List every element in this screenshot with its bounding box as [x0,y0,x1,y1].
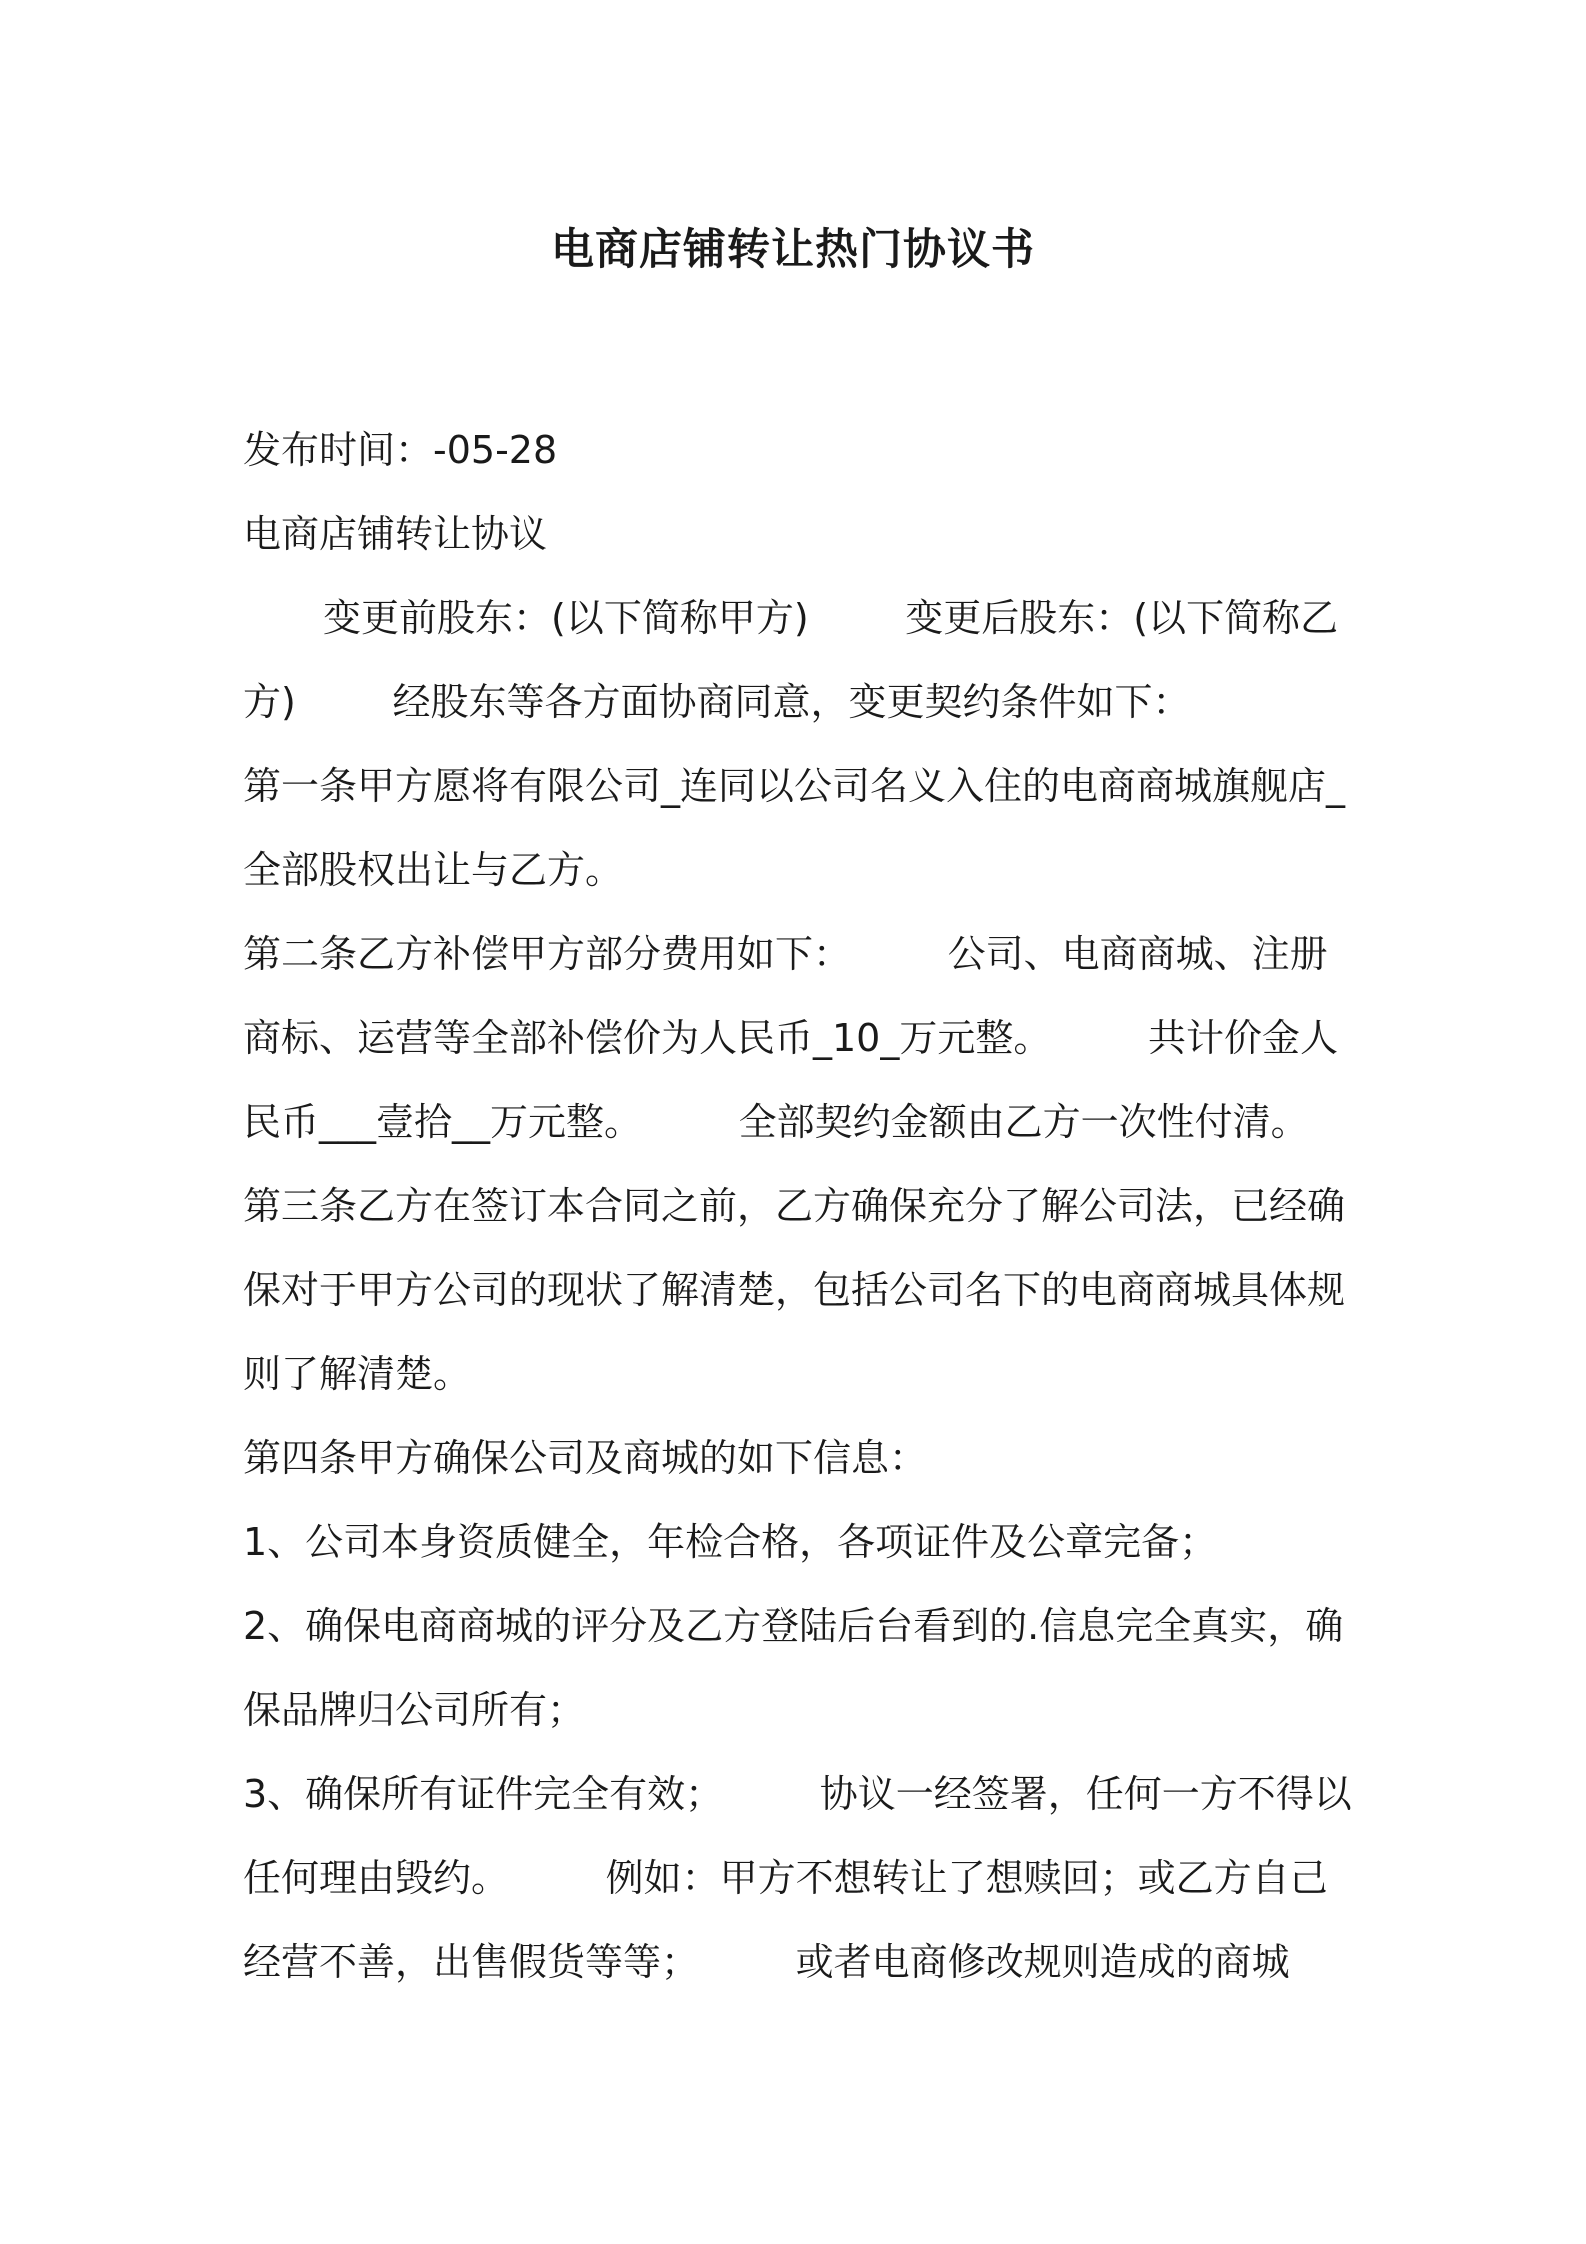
article-2: 第二条乙方补偿甲方部分费用如下： 公司、电商商城、注册商标、运营等全部补偿价为人民币_10_万元整。 共计价金人民币___壹拾__万元整。 全部契约金额由乙方一次性付清。 [243,932,1338,1144]
article-4-item-2: 2、确保电商商城的评分及乙方登陆后台看到的.信息完全真实，确保品牌归公司所有； [243,1604,1344,1732]
article-4-item-3: 3、确保所有证件完全有效； 协议一经签署，任何一方不得以任何理由毁约。 例如：甲方不想转让了想赎回；或乙方自己经营不善，出售假货等等； 或者电商修改规则造成的商城 [243,1772,1352,1984]
article-3: 第三条乙方在签订本合同之前，乙方确保充分了解公司法，已经确保对于甲方公司的现状了解清楚，包括公司名下的电商商城具体规则了解清楚。 [243,1184,1346,1396]
article-4-item-1: 1、公司本身资质健全，年检合格，各项证件及公章完备； [243,1520,1218,1564]
document-body [243,408,1363,2004]
document-title: 电商店铺转让热门协议书 [551,225,1035,275]
agreement-subtitle: 电商店铺转让协议 [243,512,548,556]
article-4: 第四条甲方确保公司及商城的如下信息： [243,1436,928,1480]
publish-date: 发布时间：-05-28 [243,428,558,472]
parties-paragraph: 变更前股东：(以下简称甲方) 变更后股东：(以下简称乙方) 经股东等各方面协商同意，变更契约条件如下： [243,596,1339,724]
article-1: 第一条甲方愿将有限公司_连同以公司名义入住的电商商城旗舰店_全部股权出让与乙方。 [243,764,1346,892]
